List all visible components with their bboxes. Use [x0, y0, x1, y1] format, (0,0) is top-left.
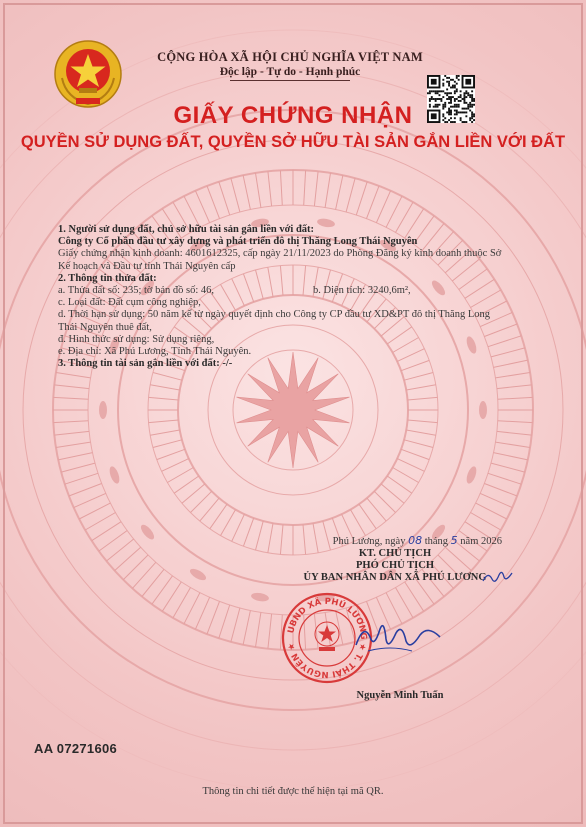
- country-name: CỘNG HÒA XÃ HỘI CHỦ NGHĨA VIỆT NAM: [157, 50, 423, 64]
- initial-mark: [480, 567, 515, 587]
- section1-heading: 1. Người sử dụng đất, chủ sở hữu tài sản gắn liền với đất:: [58, 224, 315, 235]
- usage-form: đ. Hình thức sử dụng: Sử dụng riêng,: [58, 333, 215, 345]
- date-day: 08: [408, 534, 423, 547]
- parcel-area: b. Diện tích: 3240,6m²,: [313, 285, 411, 297]
- national-header: [140, 50, 440, 81]
- business-license-line2: Kế hoạch và Đầu tư tỉnh Thái Nguyên cấp: [58, 260, 236, 272]
- certificate-serial: AA 07271606: [34, 741, 118, 756]
- section3-heading: 3. Thông tin tài sản gắn liền với đất: -/-: [58, 358, 233, 370]
- issue-date: [270, 535, 520, 548]
- certificate-title: GIẤY CHỨNG NHẬN: [173, 102, 413, 129]
- parcel-area-row: [58, 285, 568, 297]
- parcel-address: e. Địa chỉ: Xã Phú Lương, Tỉnh Thái Nguyên.: [58, 346, 252, 358]
- certificate-body: [58, 224, 568, 370]
- date-place-prefix: Phú Lương, ngày: [332, 536, 409, 547]
- signer-title1: KT. CHỦ TỊCH: [358, 548, 432, 559]
- issuing-authority: ỦY BAN NHÂN DÂN XÃ PHÚ LƯƠNG: [303, 572, 487, 583]
- usage-term-line2: Thái Nguyên thuê đất,: [58, 321, 152, 333]
- qr-footer-note: Thông tin chi tiết được thể hiện tại mã QR.: [202, 786, 384, 797]
- national-emblem-icon: [52, 38, 124, 110]
- parcel-number: a. Thửa đất số: 235; tờ bản đồ số: 46,: [58, 285, 214, 297]
- date-month-prefix: tháng: [422, 536, 451, 547]
- business-license-line1: Giấy chứng nhận kinh doanh: 4601612325, cấp ngày 21/11/2023 do Phòng Đăng ký kinh doanh thuộc Sở: [58, 248, 502, 260]
- section2-heading: 2. Thông tin thửa đất:: [58, 272, 157, 284]
- certificate-subtitle: QUYỀN SỬ DỤNG ĐẤT, QUYỀN SỞ HỮU TÀI SẢN GẮN LIỀN VỚI ĐẤT: [20, 133, 566, 151]
- signer-title2: PHÓ CHỦ TỊCH: [356, 560, 434, 571]
- land-type: c. Loại đất: Đất cụm công nghiệp,: [58, 297, 201, 309]
- owner-name: Công ty Cổ phần đầu tư xây dựng và phát triển đô thị Thăng Long Thái Nguyên: [58, 236, 418, 248]
- usage-term-line1: d. Thời hạn sử dụng: 50 năm kể từ ngày quyết định cho Công ty CP đầu tư XD&PT đô thị Thăng Long: [58, 309, 491, 321]
- date-month: 5: [450, 534, 458, 547]
- motto-underline: [230, 80, 350, 81]
- date-year: năm 2026: [457, 536, 502, 547]
- signature-mark: [350, 615, 445, 660]
- signer-name: Nguyễn Minh Tuấn: [356, 690, 444, 701]
- svg-text:UBND XÃ PHÚ LƯƠNG ★ T. THÁI NG: UBND XÃ PHÚ LƯƠNG ★ T. THÁI NGUYÊN ★: [286, 596, 369, 680]
- national-motto: Độc lập - Tự do - Hạnh phúc: [219, 66, 361, 78]
